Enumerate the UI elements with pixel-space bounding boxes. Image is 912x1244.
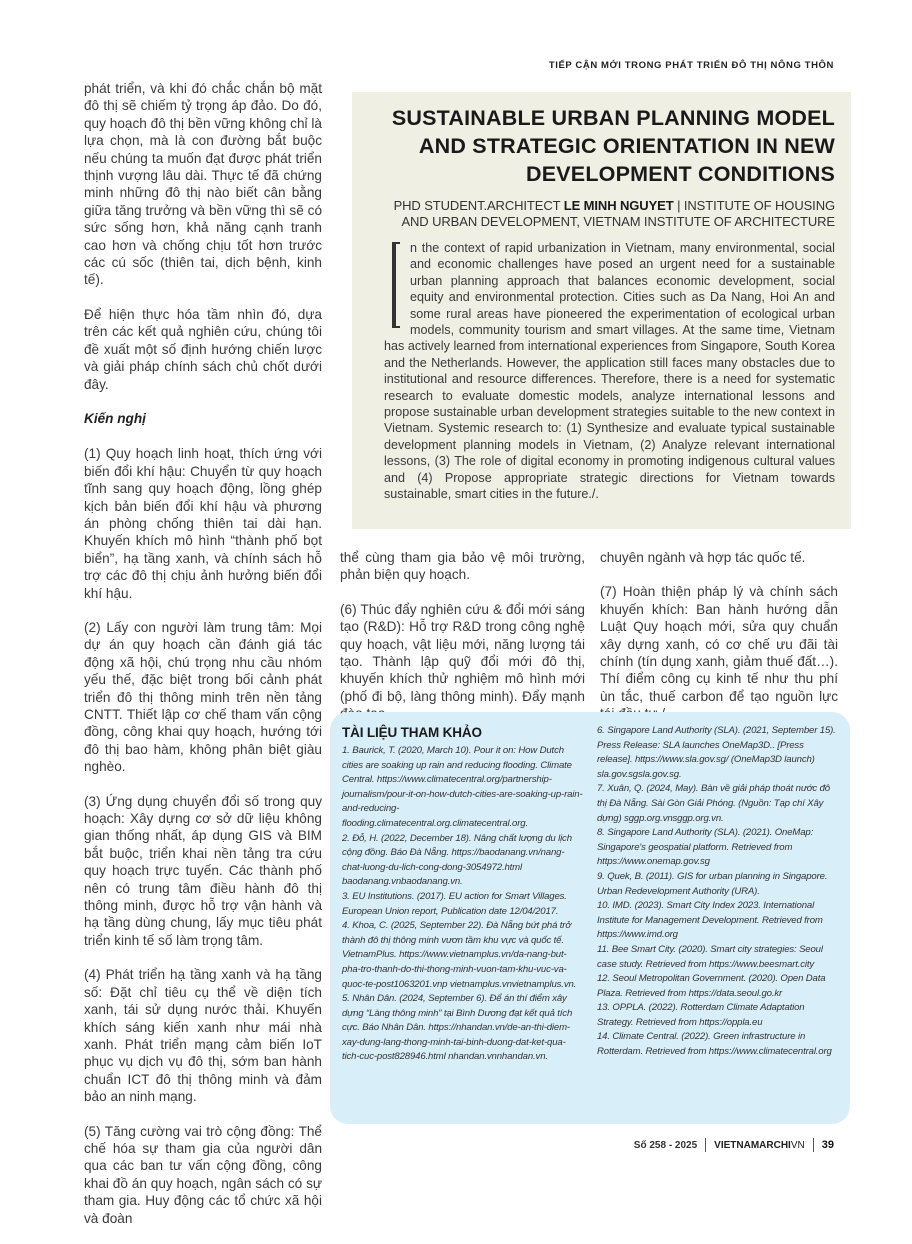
reference-item: 3. EU Institutions. (2017). EU action for Smart Villages. European Union report, Publication date 12/04/2017. bbox=[342, 890, 567, 917]
reference-item: 13. OPPLA. (2022). Rotterdam Climate Adaptation Strategy. Retrieved from https://oppla.eu bbox=[597, 1002, 805, 1028]
byline-prefix: PHD STUDENT.ARCHITECT bbox=[393, 198, 564, 213]
author-byline bbox=[384, 198, 835, 230]
references-box bbox=[330, 712, 850, 1124]
paragraph: (4) Phát triển hạ tầng xanh và hạ tầng số: Đặt chỉ tiêu cụ thể về diện tích xanh, tái sử dụng nước thải. Khuyến khích sáng kiến xanh như mái nhà xanh. Phát triển mạng cảm biến IoT phục vụ dịch vụ đô thị, sớm ban hành chuẩn ICT đô thị thông minh và đảm bảo an ninh mạng. bbox=[84, 967, 322, 1105]
abstract-body: n the context of rapid urbanization in Vietnam, many environmental, social and economic challenges have posed an urgent need for a sustainable urban planning approach that balances economic development, social equity and environmental protection. Cities such as Da Nang, Hoi An and some rural areas have pioneered the experimentation of ecological urban models, community tourism and smart villages. At the same time, Vietnam has actively learned from international experiences from Singapore, South Korea and the Netherlands. However, the application still faces many obstacles due to institutional and resource differences. Therefore, there is a need for systematic research to evaluate domestic models, analyze international lessons and propose sustainable urban development strategies suitable to the new context in Vietnam. Systemic research to: (1) Synthesize and evaluate typical sustainable development planning models in Vietnam, (2) Analyze relevant international lessons, (3) The role of digital economy in promoting indigenous cultural values and (4) Propose appropriate strategic directions for Vietnam towards sustainable, smart cities in the future./. bbox=[384, 241, 835, 502]
references-title: TÀI LIỆU THAM KHẢO bbox=[342, 725, 482, 740]
paragraph: (7) Hoàn thiện pháp lý và chính sách khuyến khích: Ban hành hướng dẫn Luật Quy hoạch mới, sửa quy chuẩn xây dựng xanh, có cơ chế ưu đãi tài chính (tín dụng xanh, giảm thuế đất…). Thí điểm công cụ kinh tế như thu phí ùn tắc, thuế carbon để tạo nguồn lực bbox=[600, 584, 838, 704]
paragraph: Để hiện thực hóa tầm nhìn đó, dựa trên các kết quả nghiên cứu, chúng tôi đề xuất một số định hướng chiến lược và giải pháp chính sách chủ chốt dưới đây. bbox=[84, 306, 322, 392]
reference-item: 7. Xuân, Q. (2024, May). Bàn về giải pháp thoát nước đô thị Đà Nẵng. Sài Gòn Giải Phóng. (Nguồn: Tạp chí Xây dựng) sggp.org.vnsggp.org.vn. bbox=[597, 783, 830, 824]
section-header: TIẾP CẬN MỚI TRONG PHÁT TRIỂN ĐÔ THỊ NÔNG THÔN bbox=[548, 60, 834, 71]
reference-item: 1. Baurick, T. (2020, March 10). Pour it on: How Dutch cities are soaking up rain and reducing flooding. Climate Central. https://www.climatecentral.org/partnership-journalism/pour-it-on-how-dutch-cities-are-soaking-up-rain-and-reducing-flooding.climatecentral.org.climatecentral.org. bbox=[342, 745, 583, 829]
paragraph: (5) Tăng cường vai trò cộng đồng: Thể chế hóa sự tham gia của người dân qua các ban tư vấn cộng đồng, công khai đồ án quy hoạch, ngân sách có sự tham gia. Huy động các tổ chức xã hội và đoàn bbox=[84, 1123, 322, 1226]
english-abstract-box bbox=[352, 92, 851, 529]
reference-item: 5. Nhân Dân. (2024, September 6). Để án thí điểm xây dựng “Làng thông minh” tại Bình Dương đạt kết quả tích cực. Báo Nhân Dân. https://nhandan.vn/de-an-thi-diem-xay-dung-lang-thong-minh-tai-binh-duong-dat-ket-qua-tich-cuc-post828946.html nhandan.vnnhandan.vn. bbox=[342, 993, 573, 1063]
author-name: LE MINH NGUYET bbox=[563, 198, 674, 213]
page-number: 39 bbox=[821, 1139, 834, 1151]
page-footer bbox=[634, 1138, 834, 1152]
paragraph: thể cùng tham gia bảo vệ môi trường, phản biện quy hoạch. bbox=[340, 550, 585, 583]
footer-divider bbox=[705, 1138, 706, 1152]
reference-item: 9. Quek, B. (2011). GIS for urban planning in Singapore. Urban Redevelopment Authority (URA). bbox=[597, 870, 828, 897]
reference-item: 8. Singapore Land Authority (SLA). (2021). OneMap: Singapore's geospatial platform. Retrieved from https://www.onemap.gov.sg bbox=[597, 827, 814, 868]
paragraph: (2) Lấy con người làm trung tâm: Mọi dự án quy hoạch cần đánh giá tác động xã hội, chú trọng nhu cầu nhóm yếu thế, đặc biệt trong bối cảnh phát triển đô thị thông minh trên nền tảng CNTT. Thiết lập cơ chế tham vấn cộng đồng, công khai quy hoạch, hướng tới đô thị bao hàm, không phân biệt giàu nghèo. bbox=[84, 619, 322, 775]
reference-item: 2. Đỗ, H. (2022, December 18). Nâng chất lượng du lịch cộng đồng. Báo Đà Nẵng. https://baodanang.vn/nang-chat-luong-du-lich-cong-dong-3054972.html baodanang.vnbaodanang.vn. bbox=[342, 832, 572, 888]
issue-number: Số 258 - 2025 bbox=[633, 1139, 698, 1151]
dropcap-bracket bbox=[392, 242, 400, 328]
reference-item: 11. Bee Smart City. (2020). Smart city strategies: Seoul case study. Retrieved from https://www.beesmart.city bbox=[597, 943, 823, 970]
paragraph: chuyên ngành và hợp tác quốc tế. bbox=[600, 550, 806, 565]
footer-divider bbox=[813, 1138, 814, 1152]
paragraph: (6) Thúc đẩy nghiên cứu & đổi mới sáng tạo (R&D): Hỗ trợ R&D trong công nghệ quy hoạch, vật liệu mới, năng lượng tái tạo. Thành lập quỹ đổi mới đô thị, khuyến khích thử nghiệm mô hình mới (phố đi bộ, làng thông minh). Đẩy mạnh bbox=[340, 601, 585, 704]
references-left-column bbox=[342, 724, 583, 1116]
paragraph: (1) Quy hoạch linh hoạt, thích ứng với biến đổi khí hậu: Chuyển từ quy hoạch tĩnh sang quy hoạch động, lồng ghép kịch bản biến đổi khí hậu và phương án phòng chống thiên tai dài hạn. Khuyến khích mô hình “thành phố bọt biển”, hạ tầng xanh, và chính sách hỗ trợ các đô thị chịu ảnh hưởng biến đổi khí hậu. bbox=[84, 446, 322, 601]
reference-item: 4. Khoa, C. (2025, September 22). Đà Nẵng bứt phá trở thành đô thị thông minh vươn tầm khu vực và quốc tế. VietnamPlus. https://www.vietnamplus.vn/da-nang-but-pha-tro-thanh-do-thi-thong-minh-vuon-tam-khu-vuc-va-quoc-te-post1063201.vnp vietnamplus.vnvietnamplus.vn. bbox=[342, 920, 577, 990]
reference-item: 6. Singapore Land Authority (SLA). (2021, September 15). Press Release: SLA launches OneMap3D.. [Press release]. https://www.sla.gov.sg/ (OneMap3D launch) sla.gov.sgsla.gov.sg. bbox=[597, 725, 836, 780]
english-title: SUSTAINABLE URBAN PLANNING MODEL AND STRATEGIC ORIENTATION IN NEW DEVELOPMENT CONDITIONS bbox=[391, 106, 835, 186]
paragraph: (3) Ứng dụng chuyển đổi số trong quy hoạch: Xây dựng cơ sở dữ liệu không gian thống nhất, áp dụng GIS và BIM bắt buộc, triển khai nền tảng tra cứu quy hoạch trực tuyến. Các thành phố nên có trung tâm điều hành đô thị thông minh, được hỗ trợ vận hành và hạ tầng dùng chung, lấy mục tiêu phát triển kinh tế số làm trọng tâm. bbox=[84, 793, 322, 948]
magazine-brand: VIETNAMARCHIVN bbox=[714, 1139, 805, 1151]
paragraph: phát triển, và khi đó chắc chắn bộ mặt đô thị sẽ chiếm tỷ trọng áp đảo. Do đó, quy hoạch đô thị bền vững không chỉ là lựa chọn, mà là con đường bắt buộc nếu chúng ta muốn đạt được phát triển thịnh vượng lâu dài. Thực tế đã chứng minh những đô thị nào biết cân bằng giữa tăng trưởng và bền vững thì sẽ có sức sống hơn, khả năng cạnh tranh cao hơn và chống chịu tốt hơn trước các cú sốc (thiên tai, dịch bệnh, kinh tế). bbox=[84, 81, 322, 288]
reference-item: 10. IMD. (2023). Smart City Index 2023. International Institute for Management Development. Retrieved from https://www.imd.org bbox=[597, 900, 823, 941]
section-heading: Kiến nghị bbox=[84, 410, 146, 426]
body-column-1 bbox=[84, 80, 322, 1244]
reference-item: 14. Climate Central. (2022). Green infrastructure in Rotterdam. Retrieved from https://www.climatecentral.org bbox=[597, 1031, 832, 1058]
reference-item: 12. Seoul Metropolitan Government. (2020). Open Data Plaza. Retrieved from https://data.seoul.go.kr bbox=[597, 973, 826, 999]
references-right-column bbox=[597, 724, 838, 1116]
byline-affiliation: | INSTITUTE OF HOUSING AND URBAN DEVELOPMENT, VIETNAM INSTITUTE OF ARCHITECTURE bbox=[401, 198, 835, 229]
abstract-text bbox=[384, 240, 835, 503]
